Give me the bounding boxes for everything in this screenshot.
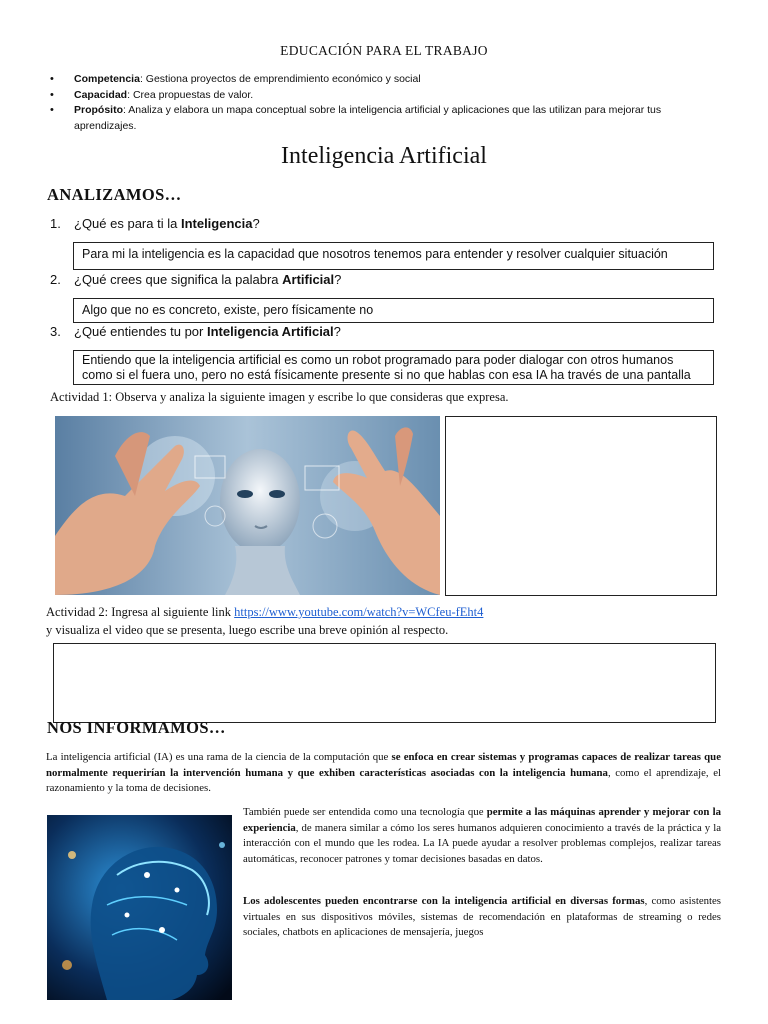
paragraph-text: , como el aprendizaje, el razonamiento y la toma de decisiones.: [46, 766, 721, 794]
bullet-proposito: [50, 103, 690, 134]
document-header: EDUCACIÓN PARA EL TRABAJO: [280, 43, 488, 58]
bullet-text: : Crea propuestas de valor.: [127, 88, 254, 101]
paragraph-bold: permite a las máquinas aprender y mejorar con la experiencia: [243, 806, 721, 834]
paragraph-text: , como asistentes virtuales en sus dispositivos móviles, sistemas de recomendación en plataformas de streaming o redes sociales, chatbots en aplicaciones de mensajería, juegos: [243, 895, 722, 938]
question-end: ?: [334, 272, 342, 287]
question-number: 3.: [50, 324, 61, 339]
question-text: ¿Qué crees que significa la palabra: [74, 272, 283, 287]
question-end: ?: [333, 324, 341, 339]
question-2: [50, 272, 341, 287]
bullet-label: Propósito: [74, 104, 123, 116]
bullet-competencia: [50, 72, 690, 88]
paragraph-text: , de manera similar a cómo los seres humanos adquieren conocimiento a través de la práctica y la interacción con el mundo que les rodea. La IA puede ayudar a resolver problemas complejos, realizar tareas automáticas, reconocer patrones y tomar decisiones basadas en datos.: [243, 821, 721, 865]
page-title: Inteligencia Artificial: [281, 143, 487, 169]
youtube-link[interactable]: https://www.youtube.com/watch?v=WCfeu-fEht4: [234, 605, 484, 619]
question-number: 1.: [50, 216, 61, 231]
answer-text: Entiendo que la inteligencia artificial es como un robot programado para poder dialogar con otros humanos como si el fuera uno, pero no está físicamente presente si no que hablas con esa IA ha través de una pantalla: [82, 353, 691, 382]
section-heading-informamos: NOS INFORMAMOS…: [47, 718, 226, 737]
paragraph-adolescentes: [243, 894, 721, 941]
question-end: ?: [252, 216, 260, 231]
answer-box-1[interactable]: [73, 242, 714, 270]
answer-text: Algo que no es concreto, existe, pero físicamente no: [82, 303, 374, 317]
question-1: [50, 216, 260, 231]
ai-robot-illustration: [55, 416, 440, 595]
answer-text: Para mi la inteligencia es la capacidad que nosotros tenemos para entender y resolver cualquier situación: [82, 247, 668, 261]
bullet-label: Capacidad: [74, 88, 128, 101]
question-3: [50, 324, 341, 339]
bullet-list: [50, 72, 690, 134]
paragraph-text: También puede ser entendida como una tecnología que: [243, 806, 487, 818]
answer-box-2[interactable]: [73, 298, 714, 323]
actividad-2-instruction-line2: y visualiza el video que se presenta, luego escribe una breve opinión al respecto.: [46, 623, 449, 637]
answer-box-3[interactable]: [73, 350, 714, 385]
actividad-1-response-box[interactable]: [445, 416, 717, 596]
question-text: ¿Qué es para ti la: [74, 216, 181, 231]
question-bold: Artificial: [282, 272, 335, 287]
question-number: 2.: [50, 272, 61, 287]
ai-hands-image: [55, 416, 440, 595]
actividad-2-response-box[interactable]: [53, 643, 716, 723]
bullet-capacidad: [50, 88, 690, 104]
paragraph-text: La inteligencia artificial (IA) es una rama de la ciencia de la computación que: [46, 751, 392, 763]
actividad-1-instruction: Actividad 1: Observa y analiza la siguiente imagen y escribe lo que consideras que expresa.: [50, 390, 509, 404]
bullet-label: Competencia: [74, 73, 140, 85]
section-heading-analizamos: ANALIZAMOS…: [47, 185, 182, 204]
paragraph-bold: Los adolescentes pueden encontrarse con la inteligencia artificial en diversas formas: [243, 895, 645, 907]
bullet-text: : Gestiona proyectos de emprendimiento económico y social: [139, 73, 421, 85]
actividad-2-instruction: [46, 605, 483, 620]
question-text: ¿Qué entiendes tu por: [74, 324, 207, 339]
ai-brain-illustration: [47, 815, 232, 1000]
bullet-text: : Analiza y elabora un mapa conceptual sobre la inteligencia artificial y aplicaciones que las utilizan para mejorar tus aprendizajes.: [74, 104, 662, 132]
paragraph-bold: se enfoca en crear sistemas y programas capaces de realizar tareas que normalmente requerirían la intervención humana y que exhiben características asociadas con la inteligencia humana: [46, 751, 721, 779]
paragraph-definition: [46, 750, 721, 797]
question-bold: Inteligencia Artificial: [206, 324, 334, 339]
question-bold: Inteligencia: [180, 216, 253, 231]
ai-brain-image: [47, 815, 232, 1000]
actividad-2-text: Actividad 2: Ingresa al siguiente link: [46, 605, 235, 619]
paragraph-tecnologia: [243, 805, 721, 867]
